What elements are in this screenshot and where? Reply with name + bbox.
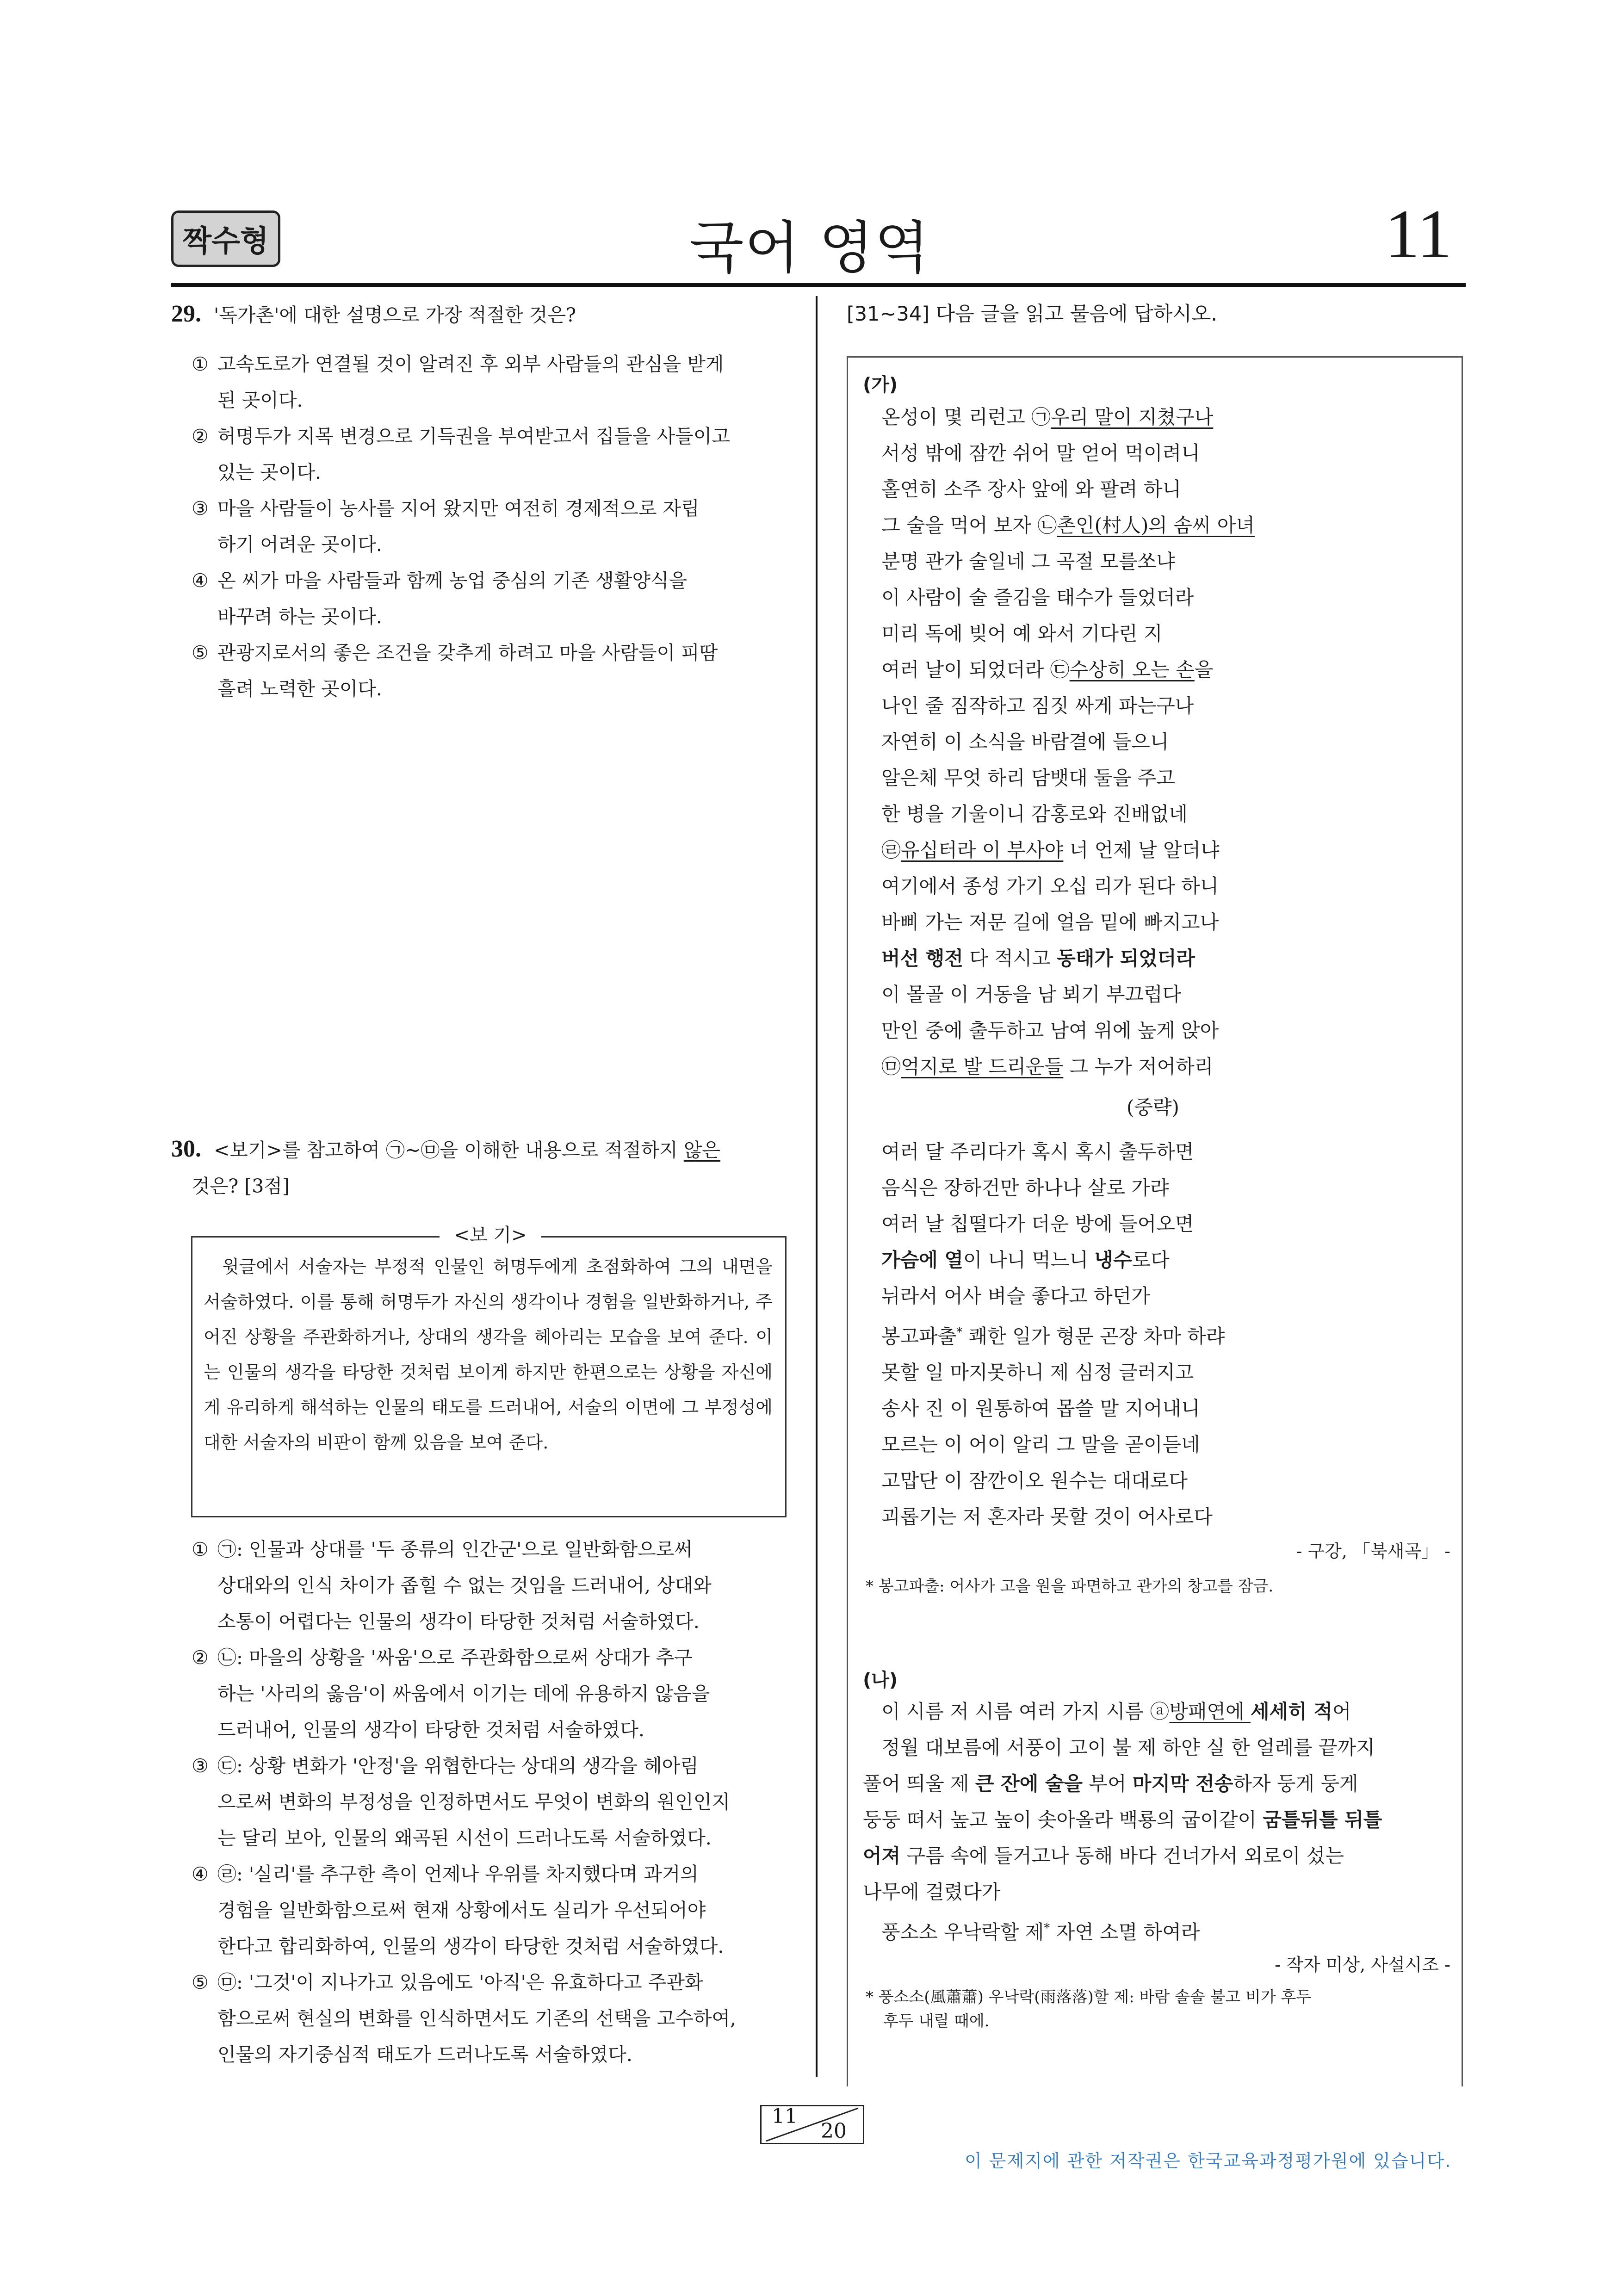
passage-ga-footnote: * 봉고파출: 어사가 고을 원을 파면하고 관가의 창고를 잠금. [866,1577,1274,1596]
poem-line: 미리 독에 빚어 예 와서 기다린 지 [881,622,1163,645]
page-current: 11 [772,2104,798,2128]
poem-line: 여러 달 주리다가 혹시 혹시 출두하면 [881,1140,1194,1163]
poem-line: 홀연히 소주 장사 앞에 와 팔려 하니 [881,478,1182,501]
passage-na-label: (나) [863,1670,898,1691]
poem-line: 못할 일 마지못하니 제 심정 글러지고 [881,1361,1194,1384]
poem-line: 봉고파출* 쾌한 일가 형문 곤장 차마 하랴 [881,1325,1225,1348]
bogi-text: 윗글에서 서술자는 부정적 인물인 허명두에게 초점화하여 그의 내면을 서술하였다. 이를 통해 허명두가 자신의 생각이나 경험을 일반화하거나, 주어진 상황을 주관화하거나, 상대의 생각을 헤아리는 모습을 보여 준다. 이는 인물의 생각을 타당한 것처럼 보이게 하지만 한편으로는 상황을 자신에게 유리하게 해석하는 인물의 태도를 드러내어, 서술의 이면에 그 부정성에 대한 서술자의 비판이 함께 있음을 보여 준다. [204,1256,773,1453]
column-divider [816,296,818,2077]
q29-choice-2[interactable]: ② 허명두가 지목 변경으로 기득권을 부여받고서 집들을 사들이고 있는 곳이다. [192,425,730,483]
poem-line: 가슴에 열이 나니 먹느니 냉수로다 [881,1249,1170,1271]
poem-line: 분명 관가 술일네 그 곡절 모를쏘냐 [881,550,1175,573]
passage-ga-label: (가) [863,374,898,396]
question-30-number: 30. [171,1136,201,1162]
poem-line: 여러 날이 되었더라 ㉢수상히 오는 손을 [881,658,1214,681]
passage-na-source: - 작자 미상, 사설시조 - [1275,1955,1450,1975]
q29-choice-4[interactable]: ④ 온 씨가 마을 사람들과 함께 농업 중심의 기존 생활양식을 바꾸려 하는 곳이다. [192,569,688,628]
passage-na [863,1665,1450,2033]
question-29 [171,296,787,707]
page-total: 20 [821,2119,847,2143]
poem-line: 바삐 가는 저문 길에 얼음 밑에 빠지고나 [881,911,1219,934]
header-rule [171,283,1466,287]
poem-line: 고맙단 이 잠깐이오 원수는 대대로다 [881,1469,1188,1492]
question-30-stem: 30. <보기>를 참고하여 ㉠~㉤을 이해한 내용으로 적절하지 않은 것은? [3점] [171,1136,721,1197]
poem-line: 알은체 무엇 하리 담뱃대 둘을 주고 [881,767,1175,789]
poem-line: 자연히 이 소식을 바람결에 들으니 [881,730,1169,753]
poem-line: 여기에서 종성 가기 오십 리가 된다 하니 [881,875,1219,897]
q30-choice-3[interactable]: ③ ㉢: 상황 변화가 '안정'을 위협한다는 상대의 생각을 헤아림 으로써 변화의 부정성을 인정하면서도 무엇이 변화의 원인인지 는 달리 보아, 인물의 왜곡된 시선이 드러나도록 서술하였다. [192,1755,730,1849]
q30-choice-2[interactable]: ② ㉡: 마을의 상황을 '싸움'으로 주관화함으로써 상대가 추구 하는 '사리의 옳음'이 싸움에서 이기는 데에 유용하지 않음을 드러내어, 인물의 생각이 타당한 것처럼 서술하였다. [192,1646,710,1741]
sijo-text: 이 시름 저 시름 여러 가지 시름 ⓐ방패연에 세세히 적어 정월 대보름에 서풍이 고이 불 제 하얀 실 한 얼레를 끝까지 풀어 띄울 제 큰 잔에 술을 부어 마지막 전송하자 둥게 둥게 둥둥 떠서 높고 높이 솟아올라 백룡의 굽이같이 굼틀뒤틀 뒤틀 어져 구름 속에 들거고나 동해 바다 건너가서 외로이 섰는 나무에 걸렸다가 풍소소 우낙락할 제* 자연 소멸 하여라 [863,1700,1382,1943]
poem-line: 송사 진 이 원통하여 몹쓸 말 지어내니 [881,1397,1200,1420]
poem-line: 이 몰골 이 거동을 남 뵈기 부끄럽다 [881,983,1182,1006]
poem-line: 한 병을 기울이니 감홍로와 진배없네 [881,803,1188,825]
poem-line: ㉤억지로 발 드리운들 그 누가 저어하리 [881,1055,1214,1078]
poem-line: 나인 줄 짐작하고 짐짓 싸게 파는구나 [881,694,1194,717]
question-29-choices [171,346,787,707]
bogi-title: <보 기> [440,1221,541,1249]
question-30-choices [192,1531,788,2073]
poem-line: 뉘라서 어사 벼슬 좋다고 하던가 [881,1285,1150,1307]
poem-line: 버선 행전 다 적시고 동태가 되었더라 [881,947,1195,970]
poem-line: ㉣유십터라 이 부사야 너 언제 날 알더냐 [881,839,1220,861]
poem-line: 그 술을 먹어 보자 ㉡촌인(村人)의 솜씨 아녀 [881,514,1255,537]
poem-ga-lines [863,399,1450,1535]
poem-line: 서성 밖에 잠깐 쉬어 말 얻어 먹이려니 [881,442,1200,464]
poem-line: 음식은 장하건만 하나나 살로 가랴 [881,1176,1169,1199]
passage-ga-source: - 구강, 「북새곡」 - [1296,1541,1450,1561]
question-30 [171,1131,787,1204]
passage-ga [863,370,1450,1598]
q30-choice-1[interactable]: ① ㉠: 인물과 상대를 '두 종류의 인간군'으로 일반화함으로써 상대와의 인식 차이가 좁힐 수 없는 것임을 드러내어, 상대와 소통이 어렵다는 인물의 생각이 타당한 것처럼 서술하였다. [192,1538,712,1633]
poem-line: 여러 날 칩떨다가 더운 방에 들어오면 [881,1213,1194,1235]
copyright-notice: 이 문제지에 관한 저작권은 한국교육과정평가원에 있습니다. [965,2151,1452,2171]
poem-line: 만인 중에 출두하고 남여 위에 높게 앉아 [881,1019,1219,1042]
poem-line: 모르는 이 어이 알리 그 말을 곧이듣네 [881,1433,1200,1456]
page-counter [760,2105,864,2144]
q29-choice-5[interactable]: ⑤ 관광지로서의 좋은 조건을 갖추게 하려고 마을 사람들이 피땀 흘려 노력한 곳이다. [192,642,718,700]
q30-choice-4[interactable]: ④ ㉣: '실리'를 추구한 측이 언제나 우위를 차지했다며 과거의 경험을 일반화함으로써 현재 상황에서도 실리가 우선되어야 한다고 합리화하여, 인물의 생각이 타당한 것처럼 서술하였다. [192,1863,724,1957]
question-29-number: 29. [171,301,201,327]
form-type-badge: 짝수형 [171,210,280,267]
q29-choice-3[interactable]: ③ 마을 사람들이 농사를 지어 왔지만 여전히 경제적으로 자립 하기 어려운 곳이다. [192,497,700,556]
poem-line: 이 사람이 술 즐김을 태수가 들었더라 [881,586,1194,609]
subject-title: 국어 영역 [689,215,930,281]
q29-choice-1[interactable]: ① 고속도로가 연결될 것이 알려진 후 외부 사람들의 관심을 받게 된 곳이다. [192,353,724,411]
omission-mark: (중략) [1127,1096,1179,1119]
passage-na-footnote: * 풍소소(風蕭蕭) 우낙락(雨落落)할 제: 바람 솔솔 불고 비가 후두 후두 내릴 때에. [866,1988,1312,2030]
question-29-stem: 29. '독가촌'에 대한 설명으로 가장 적절한 것은? [171,301,576,327]
passage-instruction: [31~34] 다음 글을 읽고 물음에 답하시오. [847,303,1218,326]
page-number: 11 [1385,196,1452,272]
poem-line: 온성이 몇 리런고 ㉠우리 말이 지쳤구나 [881,406,1214,428]
poem-line: 괴롭기는 저 혼자라 못할 것이 어사로다 [881,1505,1213,1528]
q30-choice-5[interactable]: ⑤ ㉤: '그것'이 지나가고 있음에도 '아직'은 유효하다고 주관화 함으로써 현실의 변화를 인식하면서도 기존의 선택을 고수하여, 인물의 자기중심적 태도가 드러나도록 서술하였다. [192,1971,736,2066]
